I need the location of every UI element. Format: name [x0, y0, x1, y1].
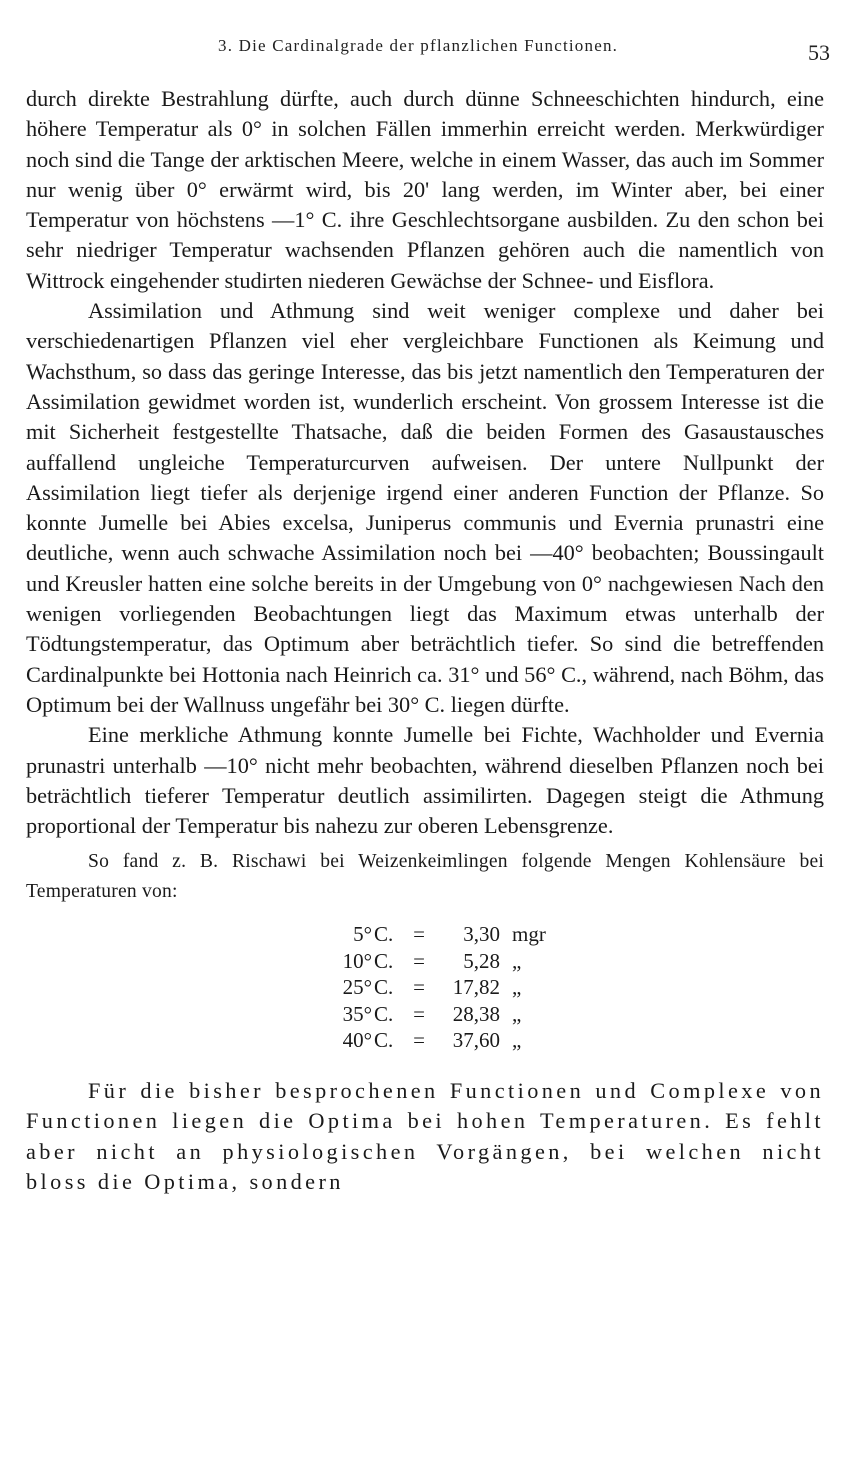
paragraph-3: Eine merkliche Athmung konnte Jumelle bei Fichte, Wachholder und Evernia prunastri unterhalb —10° nicht mehr beobachten, während dieselben Pflanzen noch bei beträchtlich tieferer Temperatur deutlich assimilirten. Dagegen steigt die Athmung proportional der Temperatur bis nahezu zur oberen Lebensgrenze.: [26, 722, 824, 839]
unit-cell: C.: [374, 922, 394, 947]
temp-cell: 5°: [353, 922, 372, 947]
table-row: [324, 1027, 624, 1054]
suffix-cell: „: [512, 948, 522, 973]
running-title: 3. Die Cardinalgrade der pflanzlichen Functionen.: [218, 36, 619, 55]
suffix-cell: „: [512, 975, 522, 1000]
equals-cell: =: [413, 922, 425, 947]
paragraph-final: Für die bisher besprochenen Functionen und Complexe von Functionen liegen die Optima bei hohen Temperaturen. Es fehlt aber nicht an physiologischen Vorgängen, bei welchen nicht bloss die Optima, sondern: [26, 1077, 824, 1194]
page-header: [30, 36, 830, 66]
value-cell: 5,28: [463, 948, 500, 973]
suffix-cell: „: [512, 1028, 522, 1053]
equals-cell: =: [413, 1028, 425, 1053]
temp-cell: 40°: [342, 1028, 372, 1053]
temp-cell: 35°: [342, 1001, 372, 1026]
suffix-cell: „: [512, 1001, 522, 1026]
paragraph-small: So fand z. B. Rischawi bei Weizenkeimlingen folgende Mengen Kohlensäure bei Temperaturen von:: [26, 851, 824, 903]
unit-cell: C.: [374, 975, 394, 1000]
unit-cell: C.: [374, 948, 394, 973]
value-cell: 17,82: [452, 975, 500, 1000]
value-cell: 37,60: [452, 1028, 500, 1053]
table-row: [324, 948, 624, 975]
page-number: 53: [808, 40, 830, 65]
table-row: [324, 974, 624, 1001]
page-body: [26, 84, 824, 1197]
suffix-cell: mgr: [512, 922, 546, 947]
value-cell: 28,38: [452, 1001, 500, 1026]
value-cell: 3,30: [463, 922, 500, 947]
data-table: [324, 921, 624, 1054]
table-row: [324, 921, 624, 948]
paragraph-1: durch direkte Bestrahlung dürfte, auch durch dünne Schneeschichten hindurch, eine höhere Temperatur als 0° in solchen Fällen immerhin erreicht werden. Merkwürdiger noch sind die Tange der arktischen Meere, welche in einem Wasser, das auch im Sommer nur wenig über 0° erwärmt wird, bis 20' lang werden, im Winter aber, bei einer Temperatur von höchstens —1° C. ihre Geschlechtsorgane ausbilden. Zu den schon bei sehr niedriger Temperatur wachsenden Pflanzen gehören auch die namentlich von Wittrock eingehender studirten niederen Gewächse der Schnee- und Eisflora.: [26, 86, 824, 293]
paragraph-2: Assimilation und Athmung sind weit weniger complexe und daher bei verschiedenartigen Pflanzen viel eher vergleichbare Functionen als Keimung und Wachsthum, so dass das geringe Interesse, das bis jetzt namentlich den Temperaturen der Assimilation gewidmet worden ist, wunderlich erscheint. Von grossem Interesse ist die mit Sicherheit festgestellte Thatsache, daß die beiden Formen des Gasaustausches auffallend ungleiche Temperaturcurven aufweisen. Der untere Nullpunkt der Assimilation liegt tiefer als derjenige irgend einer anderen Function der Pflanze. So konnte Jumelle bei Abies excelsa, Juniperus communis und Evernia prunastri eine deutliche, wenn auch schwache Assimilation noch bei —40° beobachten; Boussingault und Kreusler hatten eine solche bereits in der Umgebung von 0° nachgewiesen Nach den wenigen vorliegenden Beobachtungen liegt das Maximum etwas unterhalb der Tödtungstemperatur, das Optimum aber beträchtlich tiefer. So sind die betreffenden Cardinalpunkte bei Hottonia nach Heinrich ca. 31° und 56° C., während, nach Böhm, das Optimum bei der Wallnuss ungefähr bei 30° C. liegen dürfte.: [26, 298, 824, 717]
table-row: [324, 1001, 624, 1028]
equals-cell: =: [413, 948, 425, 973]
equals-cell: =: [413, 975, 425, 1000]
unit-cell: C.: [374, 1028, 394, 1053]
equals-cell: =: [413, 1001, 425, 1026]
temp-cell: 25°: [342, 975, 372, 1000]
temp-cell: 10°: [342, 948, 372, 973]
unit-cell: C.: [374, 1001, 394, 1026]
